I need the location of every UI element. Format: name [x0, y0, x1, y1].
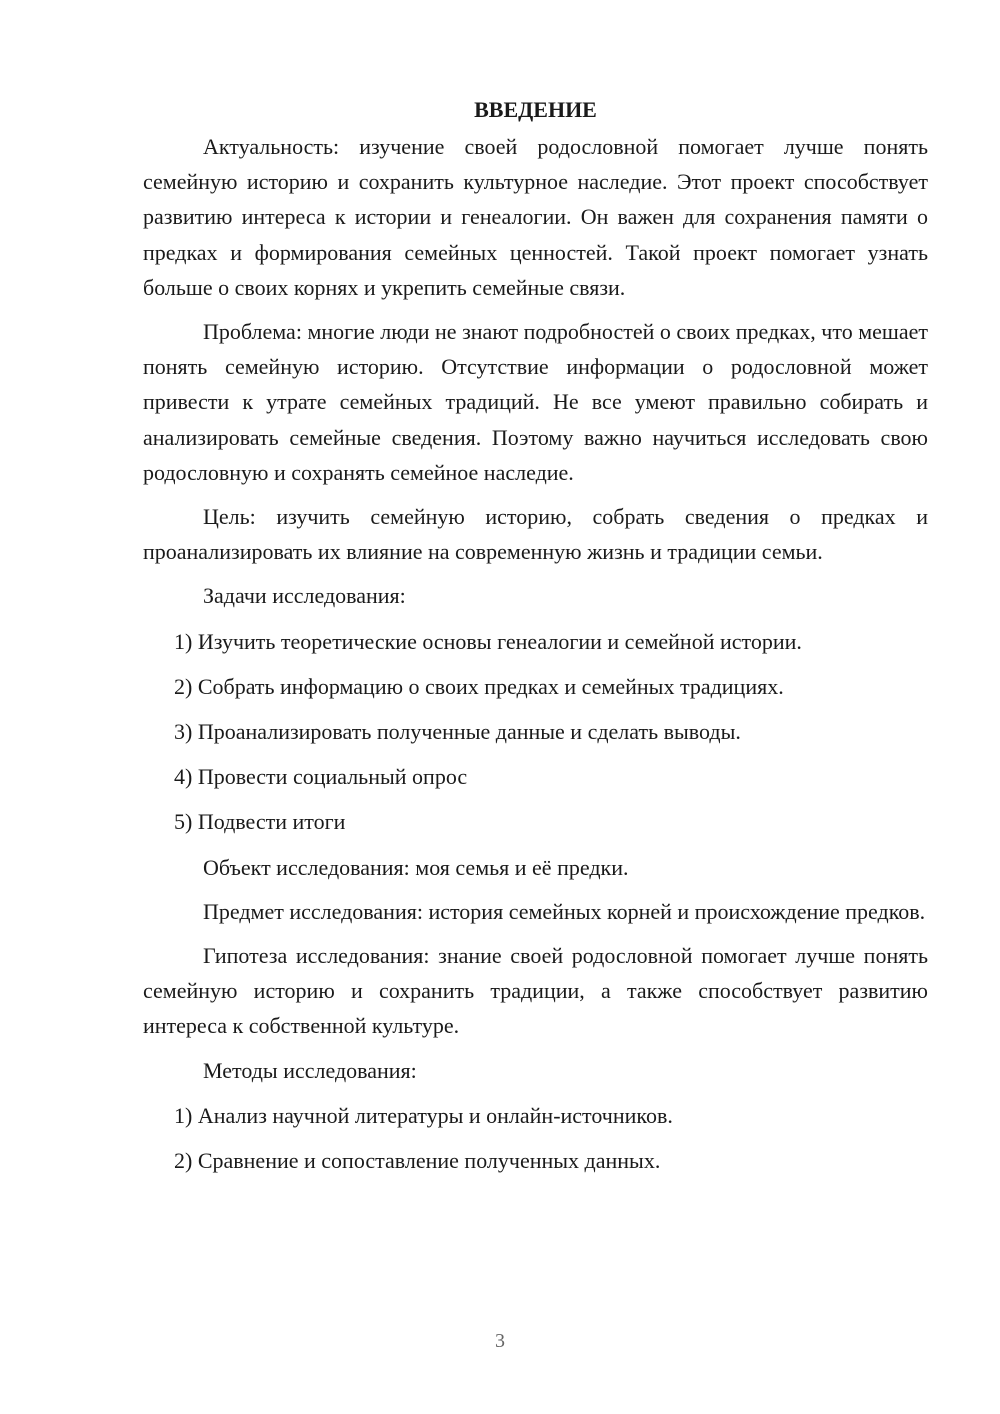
task-item: 1) Изучить теоретические основы генеалогии и семейной истории. — [174, 628, 802, 654]
tasks-title: Задачи исследования: — [203, 583, 406, 609]
method-item: 2) Сравнение и сопоставление полученных данных. — [174, 1148, 661, 1174]
task-item: 4) Провести социальный опрос — [174, 764, 468, 790]
task-item: 3) Проанализировать полученные данные и сделать выводы. — [174, 719, 741, 745]
object-paragraph: Объект исследования: моя семья и её предки. — [203, 854, 629, 880]
problem-paragraph: Проблема: многие люди не знают подробностей о своих предках, что мешает понять семейную историю. Отсутствие информации о родословной может привести к утрате семейных традиций. Не все умеют правильно собирать и анализировать семейные сведения. Поэтому важно научиться исследовать свою родословную и сохранять семейное наследие. — [143, 319, 928, 485]
hypothesis-paragraph: Гипотеза исследования: знание своей родословной помогает лучше понять семейную историю и сохранить традиции, а также способствует развитию интереса к собственной культуре. — [143, 943, 928, 1039]
subject-paragraph: Предмет исследования: история семейных корней и происхождение предков. — [203, 898, 926, 924]
document-page — [143, 92, 928, 1178]
task-item: 5) Подвести итоги — [174, 809, 346, 835]
page-number: 3 — [495, 1330, 505, 1352]
method-item: 1) Анализ научной литературы и онлайн-источников. — [174, 1102, 673, 1128]
relevance-paragraph: Актуальность: изучение своей родословной помогает лучше понять семейную историю и сохранить культурное наследие. Этот проект способствует развитию интереса к истории и генеалогии. Он важен для сохранения памяти о предках и формирования семейных ценностей. Такой проект помогает узнать больше о своих корнях и укрепить семейные связи. — [143, 134, 928, 300]
goal-paragraph: Цель: изучить семейную историю, собрать сведения о предках и проанализировать их влияние на современную жизнь и традиции семьи. — [143, 504, 928, 565]
task-item: 2) Собрать информацию о своих предках и семейных традициях. — [174, 673, 784, 699]
page-title: ВВЕДЕНИЕ — [474, 97, 597, 122]
methods-title: Методы исследования: — [203, 1057, 417, 1083]
